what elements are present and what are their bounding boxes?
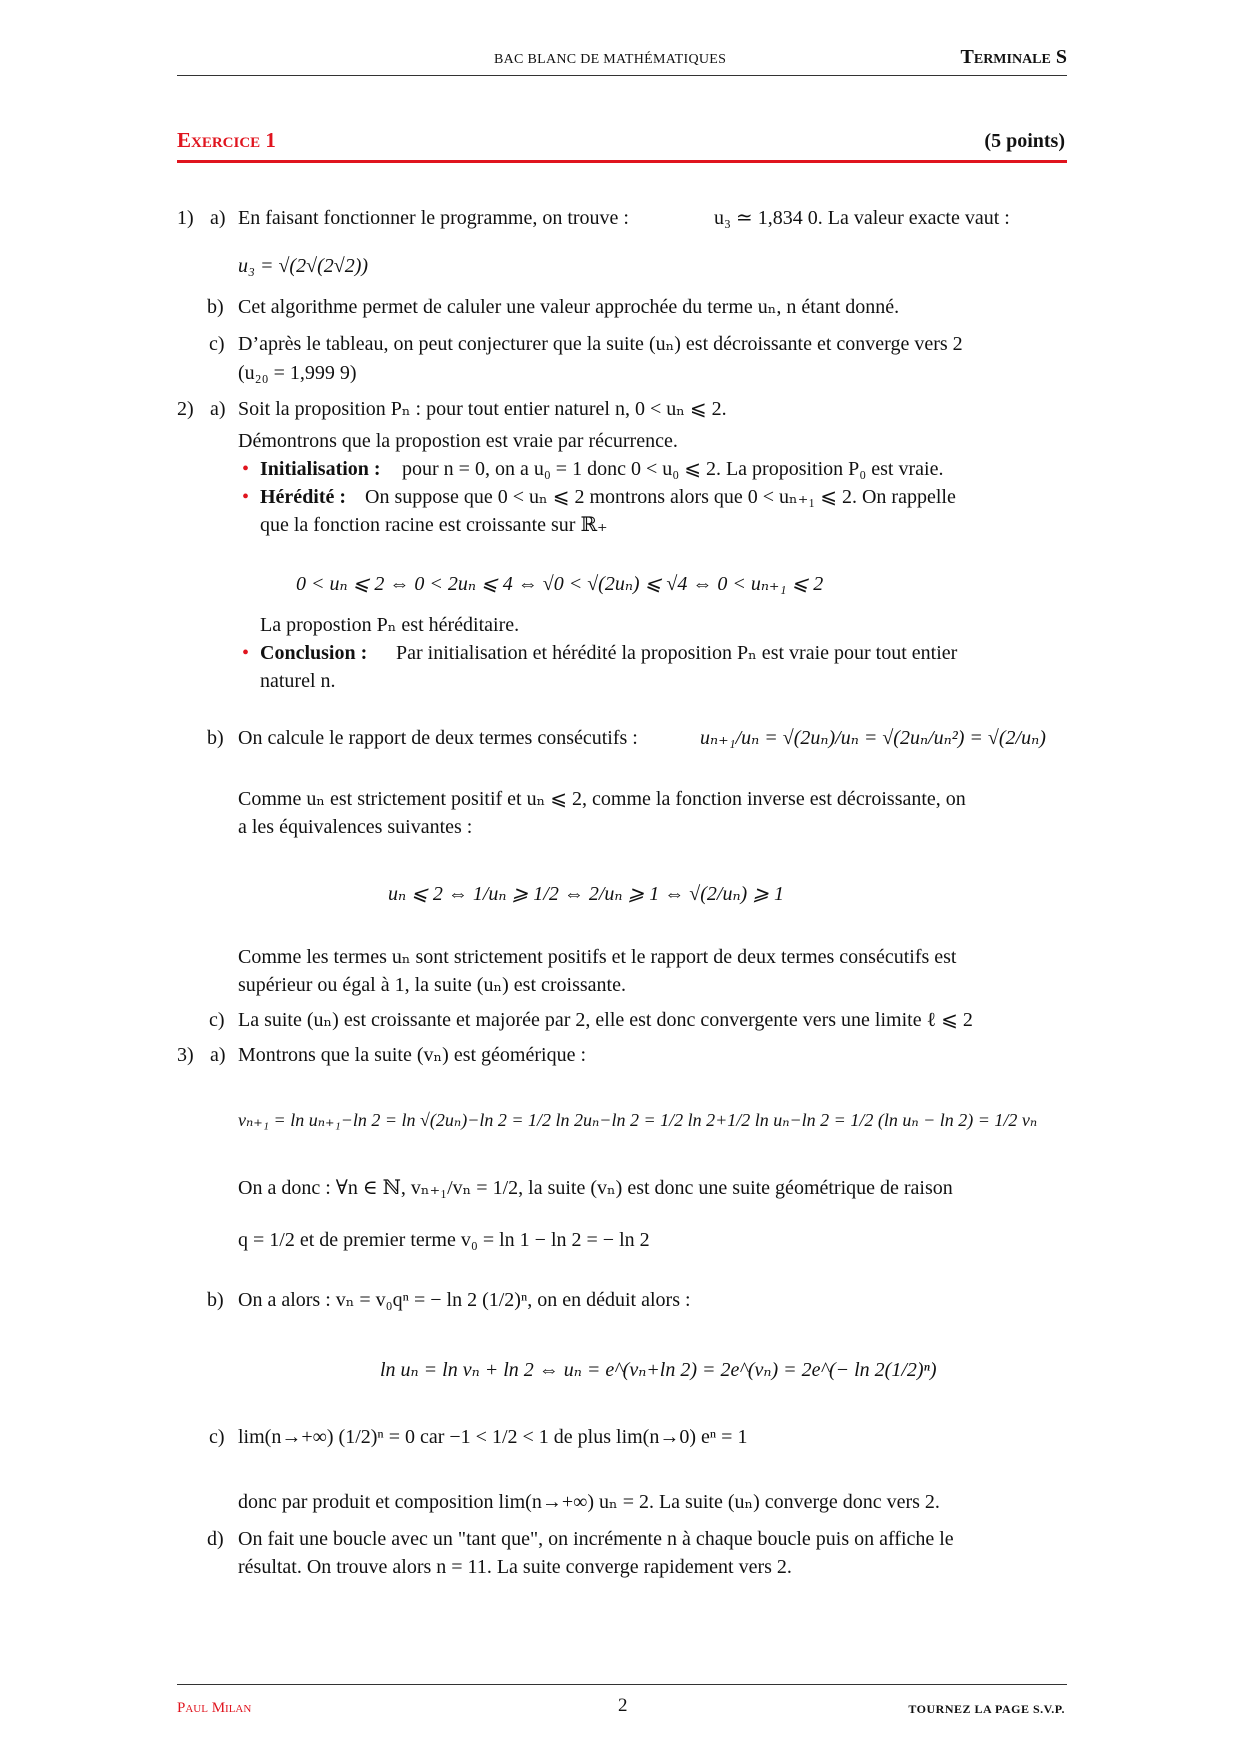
q1c-text1: D’après le tableau, on peut conjecturer que la suite (uₙ) est décroissante et converge vers 2 [238, 333, 963, 355]
q3a-text: Montrons que la suite (vₙ) est géomérique : [238, 1044, 587, 1066]
q1a-value: u₃ ≃ 1,834 0. La valeur exacte vaut : [714, 207, 1010, 229]
q3c-text2: donc par produit et composition lim(n→+∞) uₙ = 2. La suite (uₙ) converge donc vers 2. [238, 1491, 940, 1513]
q1a-label: a) [210, 207, 226, 229]
exercise-points: (5 points) [984, 130, 1065, 152]
q1c-text2: (u₂₀ = 1,999 9) [238, 362, 357, 384]
q2a-label: a) [210, 398, 226, 420]
page-number: 2 [618, 1695, 628, 1716]
q2b-ratio-equation: uₙ₊₁/uₙ = √(2uₙ)/uₙ = √(2uₙ/uₙ²) = √(2/uₙ) [700, 727, 1046, 749]
q2b-text3: a les équivalences suivantes : [238, 816, 473, 838]
q2c-label: c) [209, 1009, 225, 1031]
q3b-label: b) [207, 1289, 224, 1311]
q1a-exact: u₃ = √(2√(2√2)) [238, 255, 369, 277]
q3a-text2: On a donc : ∀n ∈ ℕ, vₙ₊₁/vₙ = 1/2, la suite (vₙ) est donc une suite géométrique de raison [238, 1177, 953, 1199]
q3d-text1: On fait une boucle avec un "tant que", on incrémente n à chaque boucle puis on affiche le [238, 1528, 954, 1550]
concl-text2: naturel n. [260, 670, 336, 692]
q3a-equation: vₙ₊₁ = ln uₙ₊₁−ln 2 = ln √(2uₙ)−ln 2 = 1/2 ln 2uₙ−ln 2 = 1/2 ln 2+1/2 ln uₙ−ln 2 = 1/2 (ln uₙ − ln 2) = 1/2 vₙ [238, 1110, 1038, 1130]
q3-number: 3) [177, 1044, 194, 1066]
q3c-text: lim(n→+∞) (1/2)ⁿ = 0 car −1 < 1/2 < 1 de plus lim(n→0) eⁿ = 1 [238, 1426, 748, 1448]
q3c-label: c) [209, 1426, 225, 1448]
q2b-text2: Comme uₙ est strictement positif et uₙ ⩽ 2, comme la fonction inverse est décroissante, on [238, 788, 966, 810]
init-label: Initialisation : [260, 458, 381, 480]
footer-author: Paul Milan [177, 1700, 252, 1716]
q2b-text5: supérieur ou égal à 1, la suite (uₙ) est croissante. [238, 974, 626, 996]
q2a-text: Soit la proposition Pₙ : pour tout entier naturel n, 0 < uₙ ⩽ 2. [238, 398, 727, 420]
bullet-icon: • [242, 486, 250, 508]
exercise-title: Exercice 1 [177, 128, 276, 152]
q3b-equation: ln uₙ = ln vₙ + ln 2 ⇔ uₙ = e^(vₙ+ln 2) = 2e^(vₙ) = 2e^(− ln 2(1/2)ⁿ) [380, 1359, 937, 1381]
header-title: BAC BLANC DE MATHÉMATIQUES [494, 52, 727, 67]
q2a-intro: Démontrons que la propostion est vraie par récurrence. [238, 430, 678, 452]
hered-label: Hérédité : [260, 486, 347, 508]
q3b-text: On a alors : vₙ = v₀qⁿ = − ln 2 (1/2)ⁿ, on en déduit alors : [238, 1289, 691, 1311]
q3d-label: d) [207, 1528, 224, 1550]
q2b-text4: Comme les termes uₙ sont strictement positifs et le rapport de deux termes consécutifs est [238, 946, 957, 968]
footer-note: TOURNEZ LA PAGE S.V.P. [908, 1702, 1065, 1716]
q1a-text: En faisant fonctionner le programme, on trouve : [238, 207, 629, 229]
init-text: pour n = 0, on a u₀ = 1 donc 0 < u₀ ⩽ 2. La proposition P₀ est vraie. [402, 458, 944, 480]
bullet-icon: • [242, 642, 250, 664]
bullet-icon: • [242, 458, 250, 480]
q2b-label: b) [207, 727, 224, 749]
concl-text1: Par initialisation et hérédité la proposition Pₙ est vraie pour tout entier [396, 642, 958, 664]
q1-number: 1) [177, 207, 194, 229]
footer-rule [177, 1684, 1067, 1685]
q3a-text3: q = 1/2 et de premier terme v₀ = ln 1 − ln 2 = − ln 2 [238, 1229, 650, 1251]
hered-text1: On suppose que 0 < uₙ ⩽ 2 montrons alors que 0 < uₙ₊₁ ⩽ 2. On rappelle [365, 486, 956, 508]
q2-number: 2) [177, 398, 194, 420]
q1c-label: c) [209, 333, 225, 355]
hered-equation: 0 < uₙ ⩽ 2 ⇔ 0 < 2uₙ ⩽ 4 ⇔ √0 < √(2uₙ) ⩽ √4 ⇔ 0 < uₙ₊₁ ⩽ 2 [296, 573, 824, 595]
hered-conclusion: La propostion Pₙ est héréditaire. [260, 614, 520, 636]
exercise-rule [177, 160, 1067, 163]
header-rule [177, 75, 1067, 76]
q2b-text: On calcule le rapport de deux termes consécutifs : [238, 727, 638, 749]
concl-label: Conclusion : [260, 642, 368, 664]
q1b-label: b) [207, 296, 224, 318]
q3d-text2: résultat. On trouve alors n = 11. La suite converge rapidement vers 2. [238, 1556, 792, 1578]
q2c-text: La suite (uₙ) est croissante et majorée par 2, elle est donc convergente vers une limite ℓ ⩽ 2 [238, 1009, 973, 1031]
q2b-equivalences: uₙ ⩽ 2 ⇔ 1/uₙ ⩾ 1/2 ⇔ 2/uₙ ⩾ 1 ⇔ √(2/uₙ) ⩾ 1 [388, 883, 784, 905]
q1b-text: Cet algorithme permet de caluler une valeur approchée du terme uₙ, n étant donné. [238, 296, 900, 318]
header-class: Terminale S [960, 46, 1067, 68]
q3a-label: a) [210, 1044, 226, 1066]
hered-text2: que la fonction racine est croissante sur ℝ₊ [260, 514, 608, 536]
